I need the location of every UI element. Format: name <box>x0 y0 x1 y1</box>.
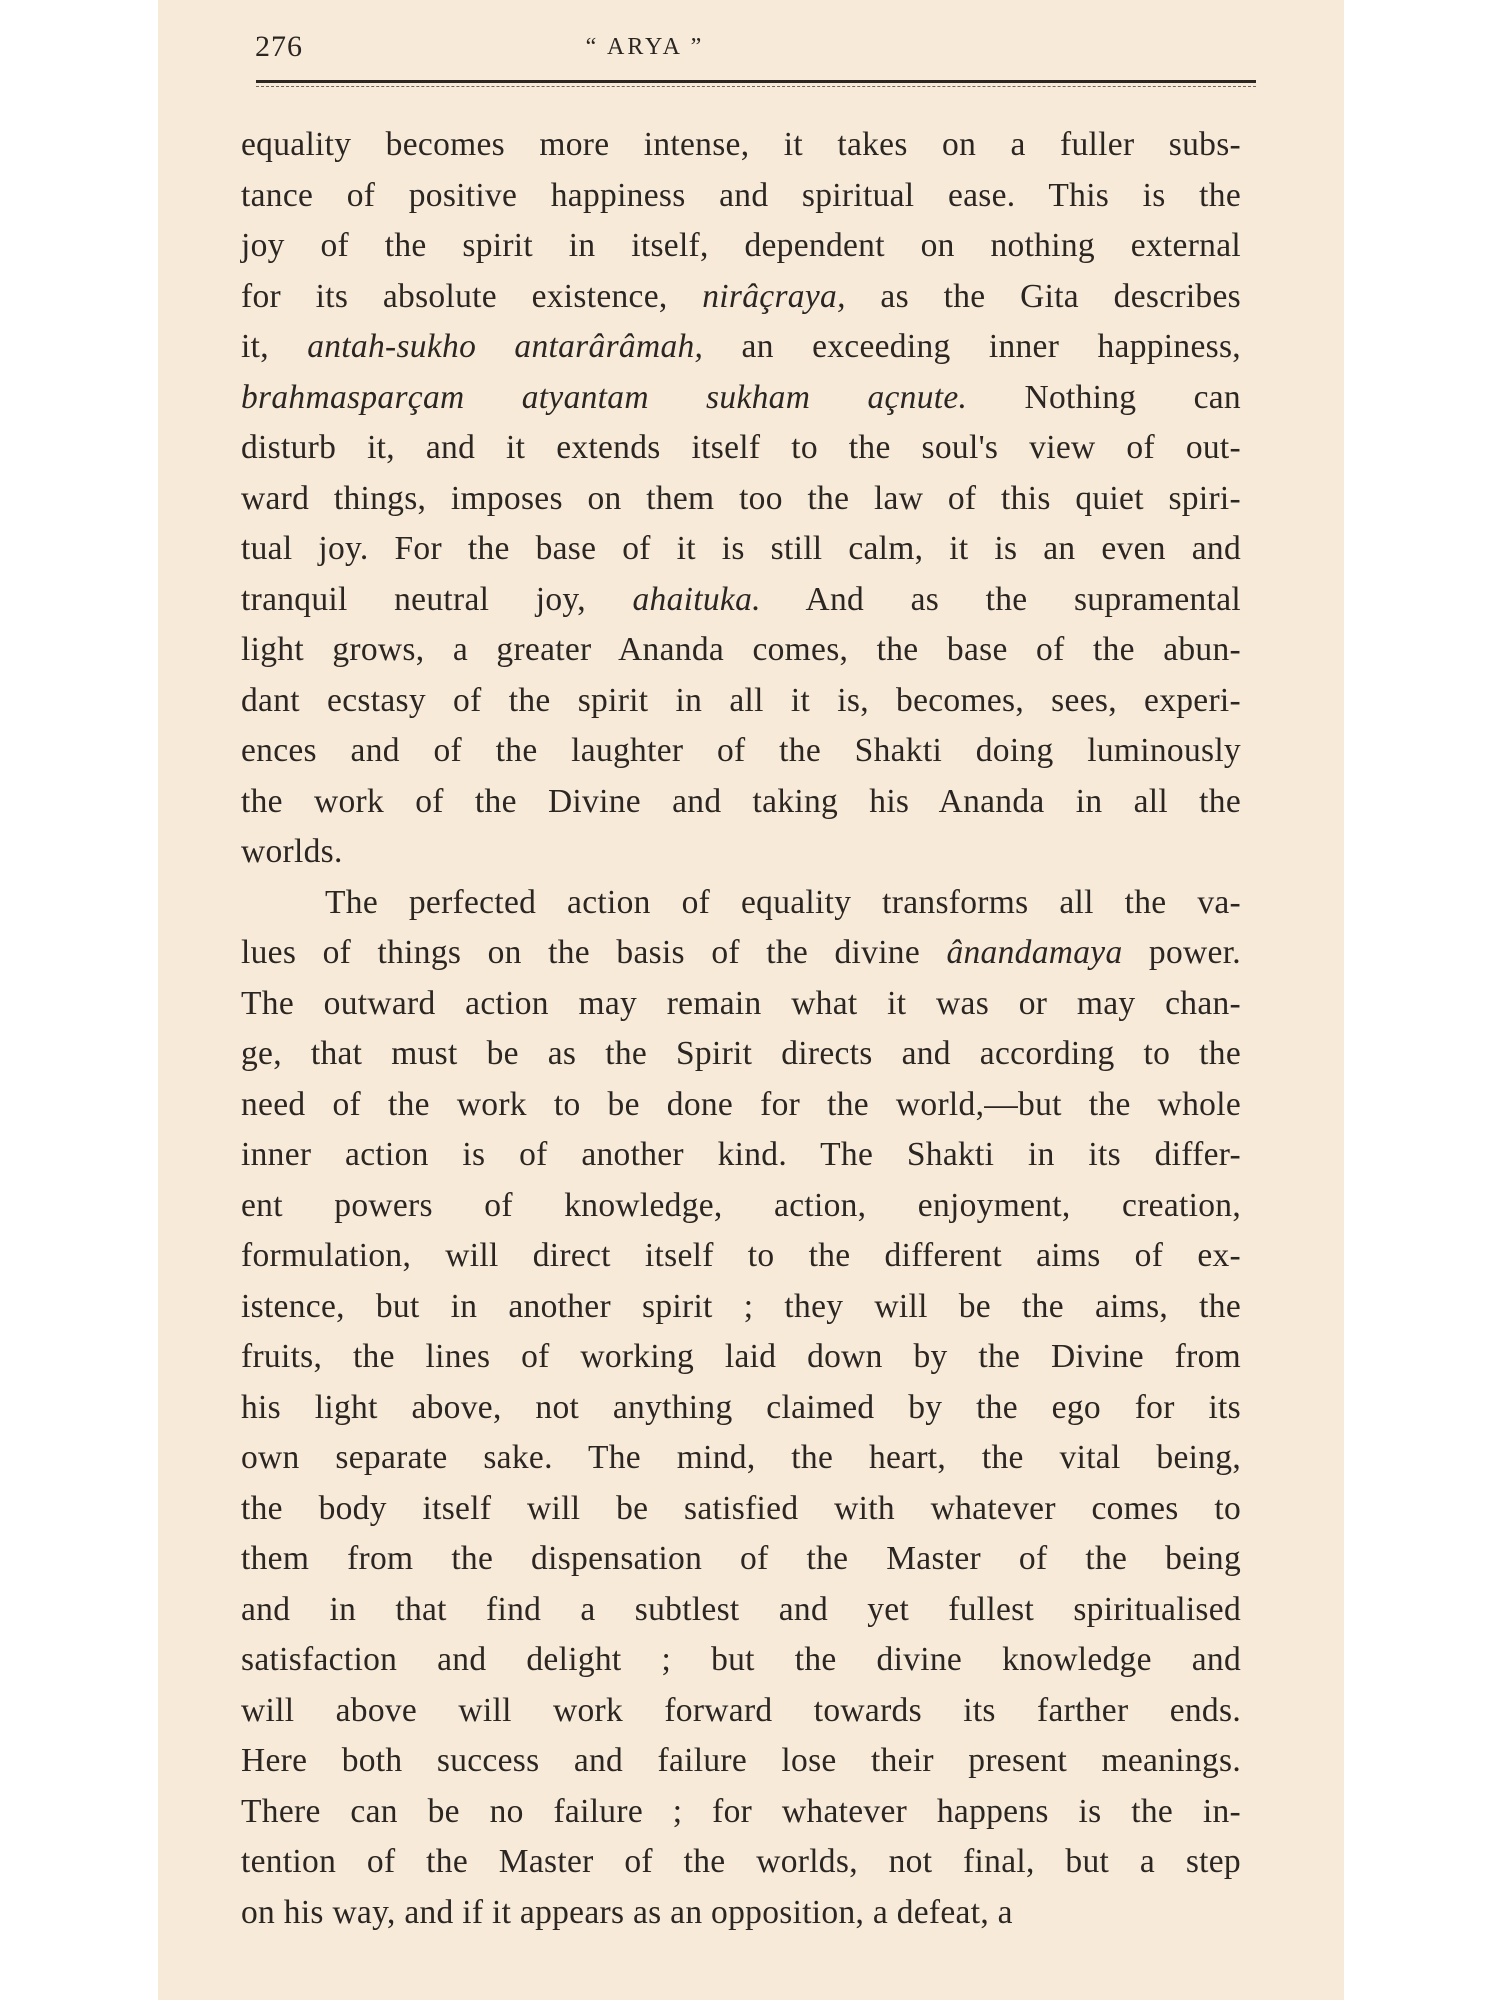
text-line: ge, that must be as the Spirit directs and according to the <box>241 1035 1241 1072</box>
text-line: his light above, not anything claimed by the ego for its <box>241 1388 1241 1426</box>
text-line <box>241 928 1241 979</box>
text-run: it, <box>241 328 308 365</box>
text-line: and in that find a subtlest and yet fullest spiritualised <box>241 1590 1241 1628</box>
text-run: an exceeding inner happiness, <box>703 328 1241 365</box>
paragraph-1 <box>241 120 1241 878</box>
text-line: the body itself will be satisfied with whatever comes to <box>241 1489 1241 1527</box>
text-line: the work of the Divine and taking his Ananda in all the <box>241 782 1241 820</box>
book-page <box>158 0 1344 2000</box>
header-rule <box>256 80 1256 83</box>
text-line <box>241 373 1241 424</box>
text-line: on his way, and if it appears as an opposition, a defeat, a <box>241 1893 1013 1931</box>
text-line: satisfaction and delight ; but the divine knowledge and <box>241 1641 1241 1678</box>
text-run: for its absolute existence, <box>241 277 703 315</box>
text-run: tranquil neutral joy, <box>241 580 633 618</box>
text-line: ward things, imposes on them too the law of this quiet spiri- <box>241 479 1241 517</box>
italic-term: ahaituka. <box>632 580 761 618</box>
text-line: The outward action may remain what it was or may chan- <box>241 984 1241 1022</box>
italic-term: antah-sukho antarârâmah, <box>307 328 704 365</box>
header-rule-thin <box>256 86 1256 87</box>
text-line: light grows, a greater Ananda comes, the base of the abun- <box>241 631 1241 668</box>
text-run: as the Gita describes <box>845 277 1241 315</box>
text-line: formulation, will direct itself to the different aims of ex- <box>241 1237 1241 1274</box>
text-line: equality becomes more intense, it takes on a fuller subs- <box>241 126 1241 163</box>
text-line: The perfected action of equality transforms all the va- <box>325 883 1241 921</box>
page-number: 276 <box>255 30 303 63</box>
text-line <box>241 575 1241 626</box>
running-title: “ ARYA ” <box>585 34 705 60</box>
text-line: tual joy. For the base of it is still calm, it is an even and <box>241 530 1241 567</box>
text-line: Here both success and failure lose their present meanings. <box>241 1742 1241 1779</box>
text-line: ent powers of knowledge, action, enjoyment, creation, <box>241 1186 1241 1224</box>
text-line: will above will work forward towards its farther ends. <box>241 1691 1241 1729</box>
text-line: joy of the spirit in itself, dependent on nothing external <box>241 227 1241 264</box>
text-line: There can be no failure ; for whatever happens is the in- <box>241 1792 1241 1830</box>
italic-term: brahmasparçam atyantam sukham açnute. <box>241 378 968 416</box>
text-run: lues of things on the basis of the divine <box>241 934 947 971</box>
text-run: power. <box>1122 934 1241 971</box>
text-line: fruits, the lines of working laid down by the Divine from <box>241 1338 1241 1375</box>
text-line: inner action is of another kind. The Shakti in its differ- <box>241 1136 1241 1173</box>
text-line: dant ecstasy of the spirit in all it is, becomes, sees, experi- <box>241 681 1241 719</box>
italic-term: nirâçraya, <box>702 277 846 315</box>
text-line <box>241 322 1241 373</box>
text-line: own separate sake. The mind, the heart, the vital being, <box>241 1439 1241 1476</box>
text-line: tance of positive happiness and spiritual ease. This is the <box>241 176 1241 214</box>
text-line <box>241 272 1241 323</box>
body-text <box>241 120 1241 1938</box>
text-line: ences and of the laughter of the Shakti doing luminously <box>241 732 1241 769</box>
text-line: worlds. <box>241 833 343 870</box>
text-line: tention of the Master of the worlds, not final, but a step <box>241 1843 1241 1880</box>
text-line: disturb it, and it extends itself to the soul's view of out- <box>241 429 1241 466</box>
text-line: need of the work to be done for the world,—but the whole <box>241 1085 1241 1123</box>
page-header <box>255 22 1255 82</box>
text-line: istence, but in another spirit ; they will be the aims, the <box>241 1287 1241 1325</box>
text-run: Nothing can <box>967 378 1241 416</box>
text-run: And as the supramental <box>760 580 1241 618</box>
italic-term: ânandamaya <box>946 934 1123 971</box>
paragraph-2 <box>241 878 1241 1939</box>
text-line: them from the dispensation of the Master of the being <box>241 1540 1241 1577</box>
